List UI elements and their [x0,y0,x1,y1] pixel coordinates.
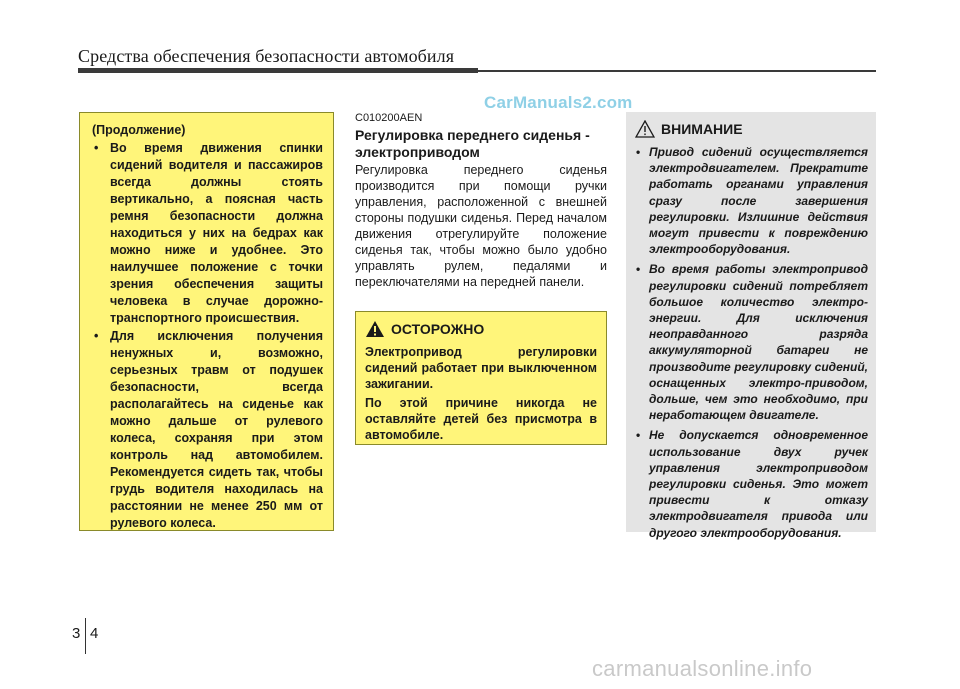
warning-list [635,144,868,541]
caution-paragraph: По этой причине никогда не оставляйте детей без присмотра в автомобиле. [365,396,597,442]
warning-item: • Привод сидений осуществляется электродвигателем. Прекратите работать органами управления сразу после завершения регулировки. Излишние действия могут привести к повреждению электрооборудования. [635,144,868,257]
continuation-heading: (Продолжение) [92,123,186,137]
continuation-item: • Для исключения получения ненужных и, возможно, серьезных травм от подушек безопасности, всегда располагайтесь на сиденье как можно дальше от рулевого колеса, сохраняя при этом контроль над автомобилем. Рекомендуется сидеть так, чтобы грудь водителя находилась на расстоянии не менее 250 мм от рулевого колеса. [92,328,323,532]
warning-header [635,120,868,138]
caution-box [355,311,607,445]
page-number: 4 [90,625,99,642]
header-rule-thick [78,68,478,73]
continuation-list [92,140,323,532]
continuation-warning-box [79,112,334,531]
warning-box [626,112,876,540]
page-number-divider [85,618,86,654]
caution-paragraph: Электропривод регулировки сидений работает при выключенном зажигании. [365,345,597,391]
section-code: C010200AEN [355,112,423,124]
continuation-item: • Во время движения спинки сидений водителя и пассажиров всегда должны стоять вертикально, а поясная часть ремня безопасности должна находиться у них на бедрах как можно ниже и удобнее. Это наилучшее положение с точки зрения обеспечения защиты человека в случае дорожно-транспортного происшествия. [92,140,323,327]
section-body: Регулировка переднего сиденья производится при помощи ручки управления, расположенной с внешней стороны подушки сиденья. Перед началом движения отрегулируйте положение сиденья так, чтобы можно было удобно управлять рулем, педалями и переключателями на передней панели. [355,163,607,289]
warning-item: • Во время работы электропривод регулировки сидений потребляет большое количество электро-энергии. Для исключения неоправданного разряда аккумуляторной батареи не производите регулировку сидений, оснащенных электро-приводом, дольше, чем это необходимо, при неработающем двигателе. [635,261,868,423]
watermark-carmanuals2[interactable]: CarManuals2.com [484,93,633,112]
warning-heading: ВНИМАНИЕ [661,121,743,137]
watermark-carmanualsonline[interactable]: carmanualsonline.info [592,656,813,681]
header-rule-thin [478,70,876,72]
section-title: Регулировка переднего сиденья - электроприводом [355,127,590,160]
warning-triangle-icon [635,120,655,138]
caution-heading: ОСТОРОЖНО [391,321,485,337]
caution-header [365,320,597,338]
page-section-number: 3 [72,625,81,642]
page-header-title: Средства обеспечения безопасности автомобиля [78,46,455,66]
warning-item: • Не допускается одновременное использование двух ручек управления электроприводом регулировки сиденья. Это может привести к отказу электродвигателя привода или другого электрооборудования. [635,427,868,540]
caution-triangle-icon [365,320,385,338]
